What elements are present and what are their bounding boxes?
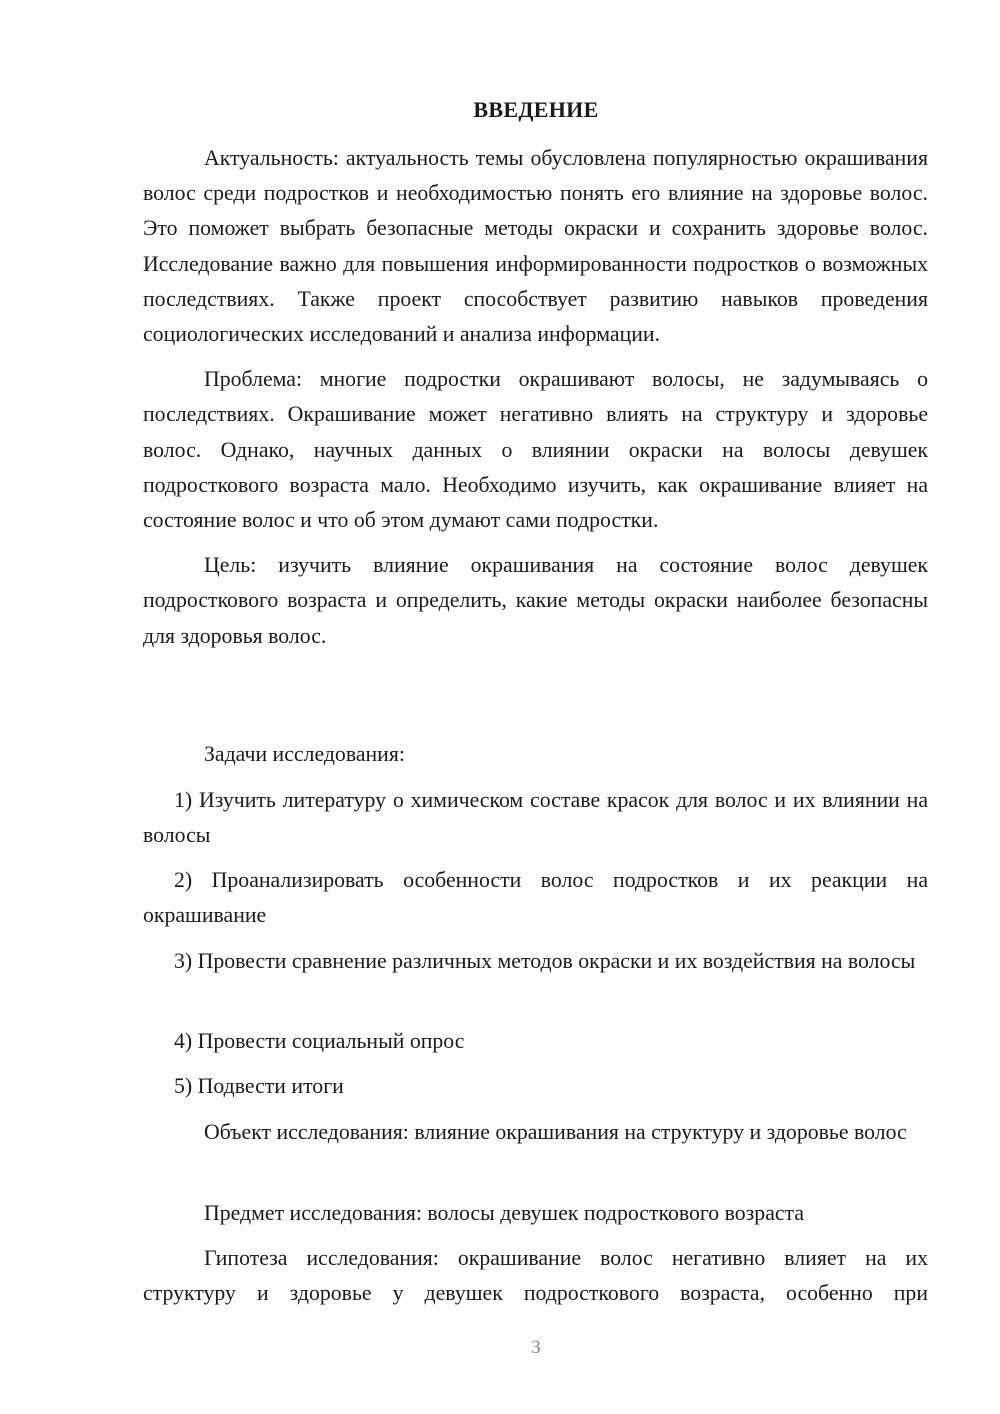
object-section <box>143 1115 928 1150</box>
task-5: 5) Подвести итоги <box>174 1074 344 1098</box>
page-number: 3 <box>531 1337 541 1358</box>
tasks-heading: Задачи исследования: <box>204 742 405 766</box>
goal-paragraph: Цель: изучить влияние окрашивания на состояние волос девушек подросткового возраста и определить, какие методы окраски наиболее безопасны для здоровья волос. <box>143 553 928 648</box>
task-list-item <box>143 944 928 979</box>
task-2: 2) Проанализировать особенности волос подростков и их реакции на окрашивание <box>143 868 928 928</box>
subject-paragraph: Предмет исследования: волосы девушек подросткового возраста <box>204 1201 805 1225</box>
task-4: 4) Провести социальный опрос <box>174 1029 465 1053</box>
problem-paragraph: Проблема: многие подростки окрашивают волосы, не задумываясь о последствиях. Окрашивание может негативно влиять на структуру и здоровье волос. Однако, научных данных о влиянии окраски на волосы девушек подросткового возраста мало. Необходимо изучить, как окрашивание влияет на состояние волос и что об этом думают сами подростки. <box>143 367 928 533</box>
task-list-item <box>143 863 928 933</box>
subject-section <box>143 1196 928 1231</box>
page-title: ВВЕДЕНИЕ <box>473 97 599 122</box>
task-1: 1) Изучить литературу о химическом составе красок для волос и их влиянии на волосы <box>143 788 928 848</box>
task-3: 3) Провести сравнение различных методов окраски и их воздействия на волосы <box>174 949 916 973</box>
hypothesis-paragraph: Гипотеза исследования: окрашивание волос негативно влияет на их структуру и здоровье у девушек подросткового возраста, особенно при <box>143 1246 928 1306</box>
task-list-item <box>143 783 928 853</box>
hypothesis-section <box>143 1241 928 1311</box>
relevance-paragraph: Актуальность: актуальность темы обусловлена популярностью окрашивания волос среди подростков и необходимостью понять его влияние на здоровье волос. Это поможет выбрать безопасные методы окраски и сохранить здоровье волос. Исследование важно для повышения информированности подростков о возможных последствиях. Также проект способствует развитию навыков проведения социологических исследований и анализа информации. <box>143 146 928 347</box>
task-list-item <box>143 1069 928 1104</box>
object-paragraph: Объект исследования: влияние окрашивания на структуру и здоровье волос <box>204 1120 907 1144</box>
intro-paragraphs <box>143 141 928 654</box>
task-list-item <box>143 1024 928 1059</box>
tasks-section <box>143 737 928 772</box>
